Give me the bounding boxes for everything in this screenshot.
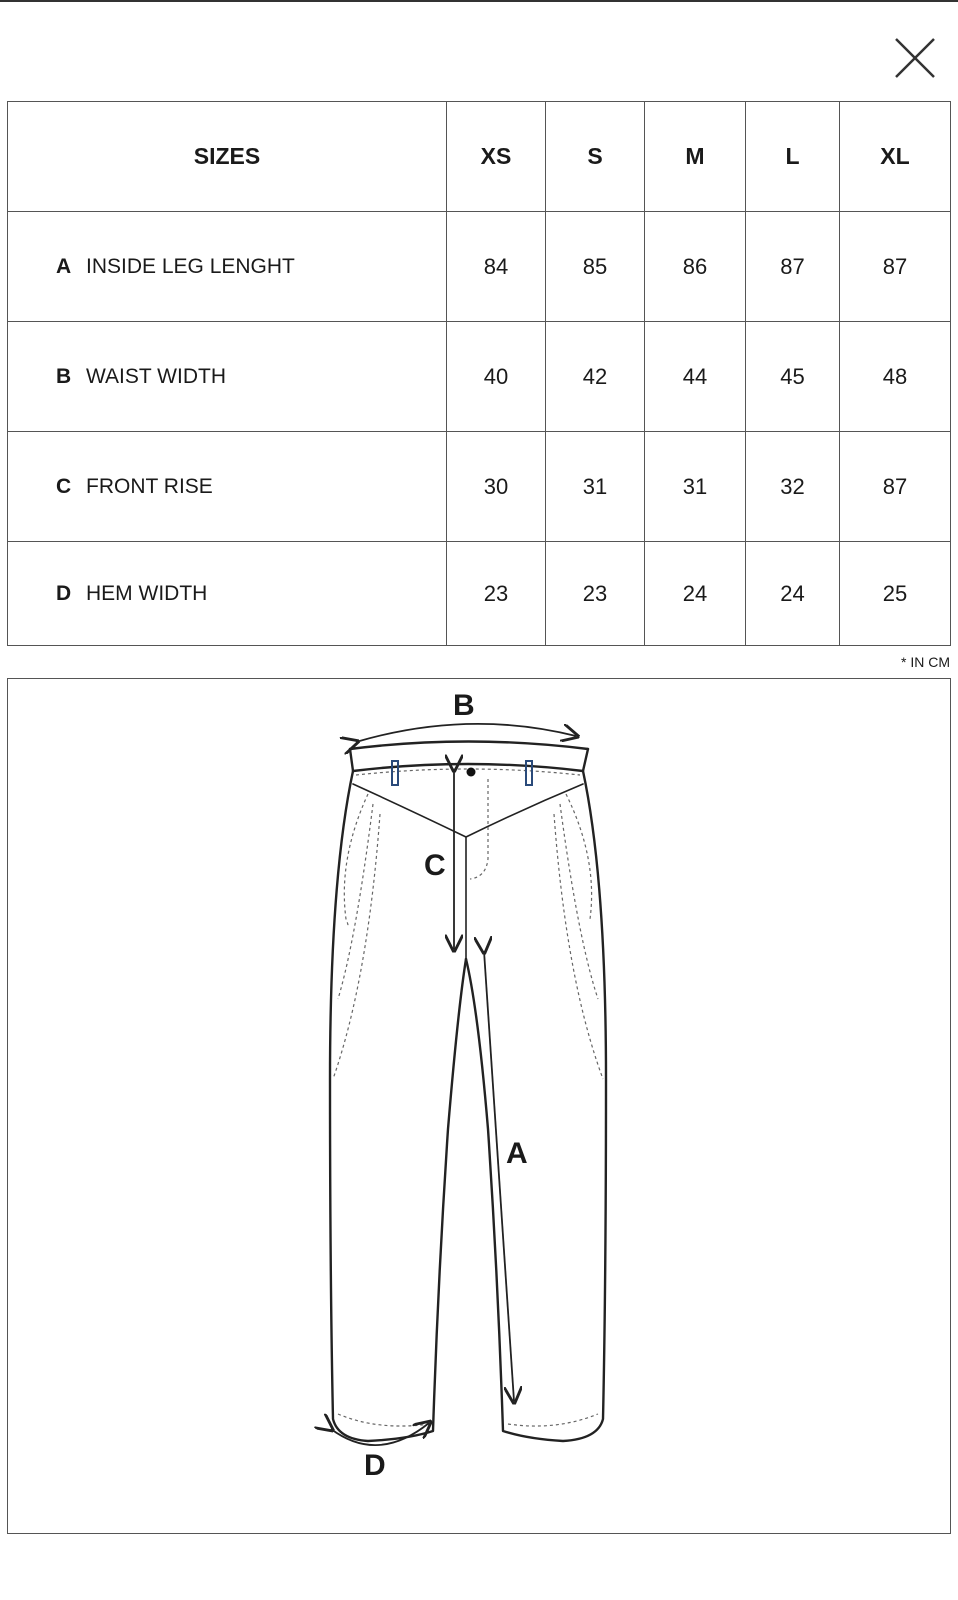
table-cell: 87 <box>746 212 840 322</box>
label-b: B <box>453 689 475 722</box>
label-a: A <box>506 1137 528 1170</box>
label-c: C <box>424 849 446 882</box>
row-label <box>8 432 447 542</box>
header-size-l: L <box>746 102 840 212</box>
unit-note: * IN CM <box>901 654 950 670</box>
table-row <box>8 322 951 432</box>
table-cell: 44 <box>645 322 746 432</box>
table-row <box>8 542 951 646</box>
table-cell: 31 <box>546 432 645 542</box>
table-cell: 87 <box>840 432 951 542</box>
table-cell: 31 <box>645 432 746 542</box>
table-cell: 86 <box>645 212 746 322</box>
table-cell: 23 <box>447 542 546 646</box>
header-size-s: S <box>546 102 645 212</box>
table-row <box>8 432 951 542</box>
row-name: WAIST WIDTH <box>86 364 226 388</box>
row-name: FRONT RISE <box>86 474 213 498</box>
trousers-illustration <box>8 679 949 1532</box>
table-cell: 25 <box>840 542 951 646</box>
top-border <box>0 0 958 2</box>
close-button[interactable] <box>893 36 937 80</box>
row-letter: B <box>56 364 72 388</box>
header-size-xl: XL <box>840 102 951 212</box>
label-d: D <box>364 1449 386 1482</box>
row-letter: C <box>56 474 72 498</box>
table-cell: 24 <box>746 542 840 646</box>
row-letter: A <box>56 254 72 278</box>
table-cell: 48 <box>840 322 951 432</box>
table-cell: 84 <box>447 212 546 322</box>
close-icon <box>893 36 937 80</box>
table-cell: 30 <box>447 432 546 542</box>
table-cell: 42 <box>546 322 645 432</box>
row-label <box>8 212 447 322</box>
table-cell: 24 <box>645 542 746 646</box>
measurement-diagram <box>7 678 951 1534</box>
table-cell: 85 <box>546 212 645 322</box>
row-name: HEM WIDTH <box>86 581 208 605</box>
row-label <box>8 322 447 432</box>
table-cell: 40 <box>447 322 546 432</box>
size-chart-table <box>7 101 951 646</box>
header-row <box>8 102 951 212</box>
row-label <box>8 542 447 646</box>
row-letter: D <box>56 581 72 605</box>
table-cell: 45 <box>746 322 840 432</box>
table-cell: 87 <box>840 212 951 322</box>
table-cell: 32 <box>746 432 840 542</box>
header-size-xs: XS <box>447 102 546 212</box>
row-name: INSIDE LEG LENGHT <box>86 254 295 278</box>
table-cell: 23 <box>546 542 645 646</box>
header-sizes: SIZES <box>8 102 447 212</box>
table-row <box>8 212 951 322</box>
header-size-m: M <box>645 102 746 212</box>
